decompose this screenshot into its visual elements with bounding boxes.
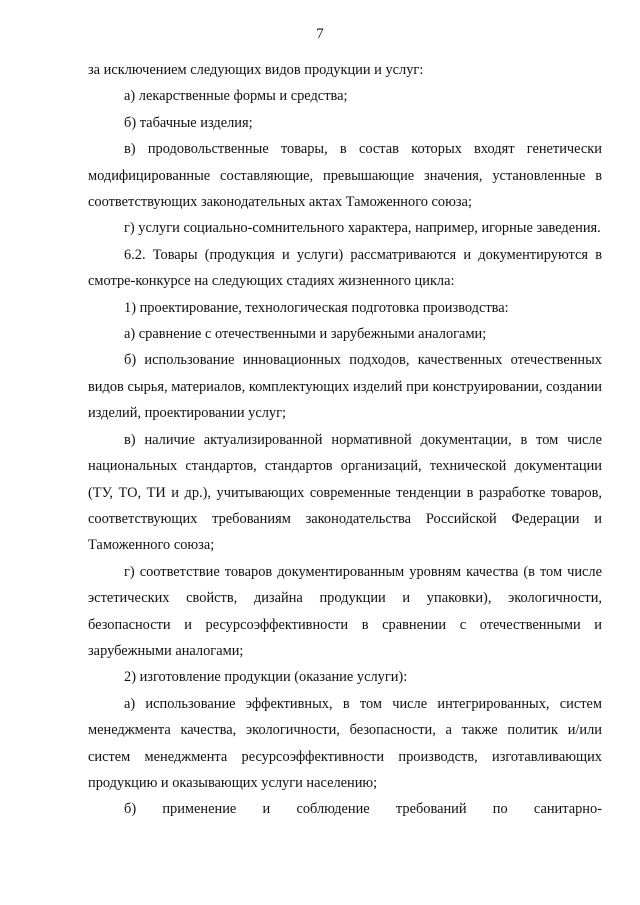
list-item: а) лекарственные формы и средства; bbox=[124, 88, 348, 105]
list-item: 1) проектирование, технологическая подготовка производства: bbox=[124, 299, 509, 316]
list-item: в) наличие актуализированной нормативной документации, в том числе национальных стандартов, стандартов организаций, технической документации (ТУ, ТО, ТИ и др.), учитывающих современные тенденции в разработке товаров, соответствующих требованиям законодательства Российской Федерации и Таможенного союза; bbox=[88, 431, 602, 554]
document-body bbox=[88, 57, 602, 823]
paragraph: за исключением следующих видов продукции и услуг: bbox=[88, 62, 424, 78]
list-item: 2) изготовление продукции (оказание услуги): bbox=[124, 669, 408, 686]
list-item: г) соответствие товаров документированным уровням качества (в том числе эстетических свойств, дизайна продукции и упаковки), экологичности, безопасности и ресурсоэффективности в сравнении с отечественными и зарубежными аналогами; bbox=[88, 563, 602, 659]
list-item: б) применение и соблюдение требований по санитарно- bbox=[124, 801, 602, 818]
list-item: в) продовольственные товары, в состав которых входят генетически модифицированные составляющие, превышающие значения, установленные в соответствующих законодательных актах Таможенного союза; bbox=[88, 141, 602, 211]
page-number: 7 bbox=[316, 26, 324, 42]
list-item: б) использование инновационных подходов, качественных отечественных видов сырья, материалов, комплектующих изделий при конструировании, создании изделий, проектировании услуг; bbox=[88, 352, 602, 422]
list-item: а) использование эффективных, в том числе интегрированных, систем менеджмента качества, экологичности, безопасности, а также политик и/или систем менеджмента ресурсоэффективности производств, изготавливающих продукцию и оказывающих услуги населению; bbox=[88, 695, 602, 791]
list-item: б) табачные изделия; bbox=[124, 114, 253, 131]
list-item: а) сравнение с отечественными и зарубежными аналогами; bbox=[124, 326, 487, 343]
paragraph: 6.2. Товары (продукция и услуги) рассматриваются и документируются в смотре-конкурсе на следующих стадиях жизненного цикла: bbox=[88, 246, 602, 290]
list-item: г) услуги социально-сомнительного характера, например, игорные заведения. bbox=[124, 220, 601, 237]
